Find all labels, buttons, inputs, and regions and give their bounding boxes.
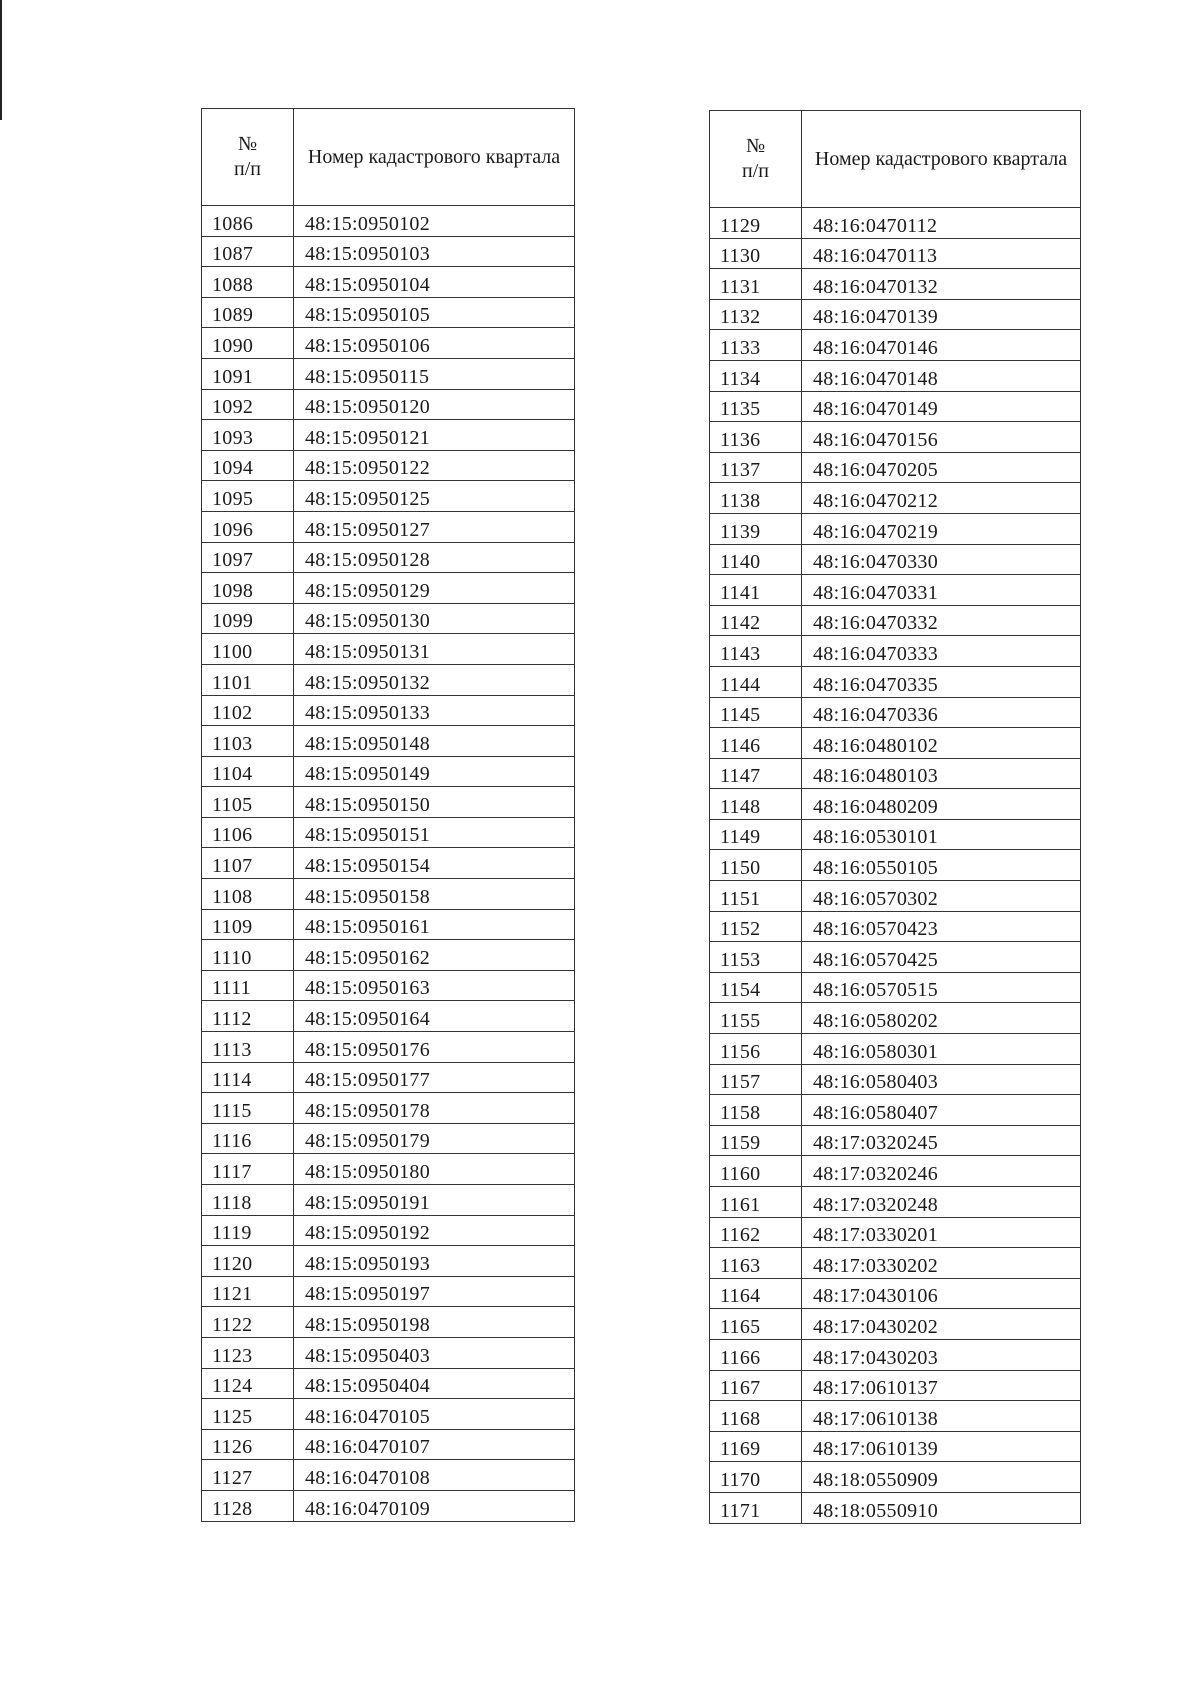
cadastral-quarter-number: 48:15:0950198 xyxy=(294,1307,575,1338)
table-row xyxy=(710,758,1081,789)
cadastral-quarter-number: 48:17:0610137 xyxy=(802,1370,1081,1401)
cadastral-quarter-number: 48:16:0470109 xyxy=(294,1490,575,1521)
table-row xyxy=(202,358,575,389)
cadastral-quarter-number: 48:15:0950125 xyxy=(294,481,575,512)
row-number: 1096 xyxy=(202,511,294,542)
cadastral-quarter-number: 48:16:0470219 xyxy=(802,513,1081,544)
table-row xyxy=(710,972,1081,1003)
row-number: 1091 xyxy=(202,358,294,389)
table-header-row xyxy=(202,109,575,206)
column-header-quarter-label: Номер кадастрового квартала xyxy=(307,145,561,168)
cadastral-quarter-number: 48:16:0470335 xyxy=(802,666,1081,697)
cadastral-quarter-number: 48:16:0470105 xyxy=(294,1399,575,1430)
row-number: 1139 xyxy=(710,513,802,544)
cadastral-quarter-number: 48:16:0470108 xyxy=(294,1460,575,1491)
row-number: 1143 xyxy=(710,636,802,667)
table-row xyxy=(710,1309,1081,1340)
cadastral-quarter-number: 48:15:0950106 xyxy=(294,328,575,359)
table-row xyxy=(710,1217,1081,1248)
table-row xyxy=(202,1215,575,1246)
row-number: 1132 xyxy=(710,299,802,330)
table-row xyxy=(202,787,575,818)
table-row xyxy=(202,1246,575,1277)
row-number: 1155 xyxy=(710,1003,802,1034)
cadastral-quarter-number: 48:15:0950128 xyxy=(294,542,575,573)
table-row xyxy=(710,1248,1081,1279)
row-number: 1158 xyxy=(710,1095,802,1126)
row-number: 1146 xyxy=(710,728,802,759)
row-number: 1097 xyxy=(202,542,294,573)
table-row xyxy=(710,697,1081,728)
row-number: 1124 xyxy=(202,1368,294,1399)
table-row xyxy=(202,420,575,451)
cadastral-quarter-number: 48:15:0950129 xyxy=(294,573,575,604)
row-number: 1171 xyxy=(710,1492,802,1523)
cadastral-quarter-number: 48:15:0950163 xyxy=(294,970,575,1001)
column-header-number-label: № п/п xyxy=(742,135,769,182)
cadastral-quarter-number: 48:15:0950104 xyxy=(294,267,575,298)
table-row xyxy=(202,1276,575,1307)
cadastral-quarter-number: 48:16:0580407 xyxy=(802,1095,1081,1126)
cadastral-quarter-number: 48:16:0530101 xyxy=(802,819,1081,850)
row-number: 1098 xyxy=(202,573,294,604)
cadastral-quarter-number: 48:15:0950180 xyxy=(294,1154,575,1185)
row-number: 1108 xyxy=(202,879,294,910)
row-number: 1134 xyxy=(710,360,802,391)
table-row xyxy=(710,1278,1081,1309)
row-number: 1150 xyxy=(710,850,802,881)
row-number: 1166 xyxy=(710,1339,802,1370)
cadastral-quarter-number: 48:15:0950154 xyxy=(294,848,575,879)
cadastral-quarter-number: 48:15:0950151 xyxy=(294,817,575,848)
row-number: 1128 xyxy=(202,1490,294,1521)
row-number: 1114 xyxy=(202,1062,294,1093)
cadastral-quarter-number: 48:17:0430106 xyxy=(802,1278,1081,1309)
cadastral-quarter-number: 48:15:0950131 xyxy=(294,634,575,665)
cadastral-quarter-number: 48:17:0430203 xyxy=(802,1339,1081,1370)
row-number: 1107 xyxy=(202,848,294,879)
cadastral-quarter-number: 48:16:0580403 xyxy=(802,1064,1081,1095)
row-number: 1167 xyxy=(710,1370,802,1401)
table-row xyxy=(710,208,1081,239)
cadastral-quarter-number: 48:16:0470113 xyxy=(802,238,1081,269)
column-header-number xyxy=(202,109,294,206)
table-row xyxy=(202,236,575,267)
cadastral-quarter-number: 48:15:0950121 xyxy=(294,420,575,451)
table-row xyxy=(202,267,575,298)
table-row xyxy=(202,1429,575,1460)
row-number: 1157 xyxy=(710,1064,802,1095)
row-number: 1140 xyxy=(710,544,802,575)
row-number: 1148 xyxy=(710,789,802,820)
cadastral-quarter-number: 48:16:0580301 xyxy=(802,1034,1081,1065)
table-row xyxy=(202,511,575,542)
table-row xyxy=(710,819,1081,850)
table-row xyxy=(202,1032,575,1063)
cadastral-quarter-number: 48:16:0570302 xyxy=(802,881,1081,912)
row-number: 1151 xyxy=(710,881,802,912)
cadastral-quarter-number: 48:18:0550910 xyxy=(802,1492,1081,1523)
cadastral-quarter-number: 48:15:0950150 xyxy=(294,787,575,818)
row-number: 1170 xyxy=(710,1462,802,1493)
table-row xyxy=(710,728,1081,759)
row-number: 1117 xyxy=(202,1154,294,1185)
cadastral-quarter-number: 48:16:0470149 xyxy=(802,391,1081,422)
cadastral-quarter-number: 48:15:0950127 xyxy=(294,511,575,542)
row-number: 1127 xyxy=(202,1460,294,1491)
table-row xyxy=(202,1185,575,1216)
row-number: 1110 xyxy=(202,940,294,971)
cadastral-quarter-number: 48:15:0950192 xyxy=(294,1215,575,1246)
row-number: 1137 xyxy=(710,452,802,483)
table-row xyxy=(710,881,1081,912)
row-number: 1101 xyxy=(202,664,294,695)
table-row xyxy=(710,299,1081,330)
table-row xyxy=(202,1154,575,1185)
table-row xyxy=(202,1368,575,1399)
row-number: 1159 xyxy=(710,1125,802,1156)
row-number: 1095 xyxy=(202,481,294,512)
row-number: 1116 xyxy=(202,1123,294,1154)
row-number: 1130 xyxy=(710,238,802,269)
table-row xyxy=(202,573,575,604)
cadastral-quarter-number: 48:16:0470139 xyxy=(802,299,1081,330)
cadastral-quarter-number: 48:16:0470148 xyxy=(802,360,1081,391)
table-row xyxy=(710,483,1081,514)
cadastral-quarter-number: 48:16:0470331 xyxy=(802,575,1081,606)
table-row xyxy=(710,666,1081,697)
table-row xyxy=(710,1431,1081,1462)
row-number: 1165 xyxy=(710,1309,802,1340)
row-number: 1106 xyxy=(202,817,294,848)
table-row xyxy=(202,481,575,512)
table-row xyxy=(202,879,575,910)
row-number: 1093 xyxy=(202,420,294,451)
cadastral-quarter-number: 48:15:0950158 xyxy=(294,879,575,910)
cadastral-quarter-number: 48:15:0950197 xyxy=(294,1276,575,1307)
cadastral-quarter-number: 48:16:0570423 xyxy=(802,911,1081,942)
table-row xyxy=(202,297,575,328)
row-number: 1163 xyxy=(710,1248,802,1279)
column-header-quarter xyxy=(802,111,1081,208)
cadastral-quarter-number: 48:15:0950103 xyxy=(294,236,575,267)
row-number: 1119 xyxy=(202,1215,294,1246)
table-row xyxy=(202,664,575,695)
row-number: 1086 xyxy=(202,206,294,237)
row-number: 1152 xyxy=(710,911,802,942)
row-number: 1115 xyxy=(202,1093,294,1124)
table-row xyxy=(202,848,575,879)
cadastral-quarter-number: 48:18:0550909 xyxy=(802,1462,1081,1493)
cadastral-quarter-number: 48:15:0950164 xyxy=(294,1001,575,1032)
row-number: 1161 xyxy=(710,1187,802,1218)
table-row xyxy=(202,817,575,848)
table-row xyxy=(710,1156,1081,1187)
row-number: 1135 xyxy=(710,391,802,422)
table-row xyxy=(202,1093,575,1124)
table-row xyxy=(710,544,1081,575)
table-row xyxy=(202,389,575,420)
row-number: 1129 xyxy=(710,208,802,239)
column-header-number xyxy=(710,111,802,208)
table-row xyxy=(202,940,575,971)
cadastral-quarter-number: 48:16:0550105 xyxy=(802,850,1081,881)
cadastral-quarter-number: 48:17:0320245 xyxy=(802,1125,1081,1156)
table-row xyxy=(710,360,1081,391)
page-margin-line xyxy=(0,0,2,120)
table-row xyxy=(202,1490,575,1521)
table-row xyxy=(202,1123,575,1154)
table-row xyxy=(202,1062,575,1093)
cadastral-quarter-number: 48:15:0950132 xyxy=(294,664,575,695)
cadastral-quarter-number: 48:15:0950130 xyxy=(294,603,575,634)
cadastral-quarter-number: 48:16:0470132 xyxy=(802,269,1081,300)
cadastral-quarter-number: 48:15:0950178 xyxy=(294,1093,575,1124)
table-row xyxy=(202,970,575,1001)
cadastral-table-right xyxy=(709,110,1081,1524)
row-number: 1090 xyxy=(202,328,294,359)
cadastral-quarter-number: 48:16:0470332 xyxy=(802,605,1081,636)
table-row xyxy=(202,695,575,726)
cadastral-quarter-number: 48:15:0950120 xyxy=(294,389,575,420)
cadastral-table-left xyxy=(201,108,575,1522)
row-number: 1138 xyxy=(710,483,802,514)
row-number: 1147 xyxy=(710,758,802,789)
cadastral-quarter-number: 48:15:0950133 xyxy=(294,695,575,726)
table-row xyxy=(710,1034,1081,1065)
table-row xyxy=(710,1492,1081,1523)
table-row xyxy=(710,422,1081,453)
cadastral-quarter-number: 48:17:0430202 xyxy=(802,1309,1081,1340)
table-row xyxy=(710,330,1081,361)
table-row xyxy=(710,911,1081,942)
cadastral-quarter-number: 48:16:0470107 xyxy=(294,1429,575,1460)
cadastral-quarter-number: 48:16:0470333 xyxy=(802,636,1081,667)
row-number: 1109 xyxy=(202,909,294,940)
cadastral-quarter-number: 48:15:0950149 xyxy=(294,756,575,787)
table-row xyxy=(202,1001,575,1032)
cadastral-quarter-number: 48:16:0470336 xyxy=(802,697,1081,728)
row-number: 1160 xyxy=(710,1156,802,1187)
cadastral-quarter-number: 48:15:0950191 xyxy=(294,1185,575,1216)
cadastral-quarter-number: 48:16:0570515 xyxy=(802,972,1081,1003)
cadastral-quarter-number: 48:16:0470146 xyxy=(802,330,1081,361)
row-number: 1121 xyxy=(202,1276,294,1307)
row-number: 1125 xyxy=(202,1399,294,1430)
row-number: 1112 xyxy=(202,1001,294,1032)
cadastral-quarter-number: 48:15:0950122 xyxy=(294,450,575,481)
table-row xyxy=(202,1307,575,1338)
table-row xyxy=(710,636,1081,667)
row-number: 1089 xyxy=(202,297,294,328)
cadastral-quarter-number: 48:16:0480102 xyxy=(802,728,1081,759)
table-row xyxy=(710,452,1081,483)
row-number: 1120 xyxy=(202,1246,294,1277)
row-number: 1094 xyxy=(202,450,294,481)
row-number: 1164 xyxy=(710,1278,802,1309)
table-body-left xyxy=(202,206,575,1522)
cadastral-quarter-number: 48:16:0470205 xyxy=(802,452,1081,483)
table-row xyxy=(710,850,1081,881)
cadastral-quarter-number: 48:15:0950115 xyxy=(294,358,575,389)
row-number: 1162 xyxy=(710,1217,802,1248)
cadastral-quarter-number: 48:15:0950177 xyxy=(294,1062,575,1093)
table-row xyxy=(202,756,575,787)
row-number: 1105 xyxy=(202,787,294,818)
row-number: 1113 xyxy=(202,1032,294,1063)
row-number: 1144 xyxy=(710,666,802,697)
table-row xyxy=(202,909,575,940)
cadastral-quarter-number: 48:16:0480103 xyxy=(802,758,1081,789)
row-number: 1154 xyxy=(710,972,802,1003)
table-row xyxy=(710,1187,1081,1218)
column-header-number-label: № п/п xyxy=(234,133,261,180)
table-row xyxy=(710,238,1081,269)
row-number: 1118 xyxy=(202,1185,294,1216)
cadastral-quarter-number: 48:16:0580202 xyxy=(802,1003,1081,1034)
cadastral-quarter-number: 48:17:0330202 xyxy=(802,1248,1081,1279)
row-number: 1169 xyxy=(710,1431,802,1462)
table-row xyxy=(710,1401,1081,1432)
cadastral-quarter-number: 48:15:0950162 xyxy=(294,940,575,971)
row-number: 1141 xyxy=(710,575,802,606)
row-number: 1156 xyxy=(710,1034,802,1065)
table-row xyxy=(710,1095,1081,1126)
row-number: 1131 xyxy=(710,269,802,300)
cadastral-quarter-number: 48:15:0950148 xyxy=(294,726,575,757)
cadastral-quarter-number: 48:17:0330201 xyxy=(802,1217,1081,1248)
table-row xyxy=(202,603,575,634)
table-row xyxy=(202,542,575,573)
table-row xyxy=(710,1339,1081,1370)
cadastral-quarter-number: 48:15:0950102 xyxy=(294,206,575,237)
row-number: 1133 xyxy=(710,330,802,361)
table-row xyxy=(710,789,1081,820)
row-number: 1087 xyxy=(202,236,294,267)
row-number: 1111 xyxy=(202,970,294,1001)
table-row xyxy=(202,726,575,757)
row-number: 1123 xyxy=(202,1337,294,1368)
cadastral-quarter-number: 48:16:0470212 xyxy=(802,483,1081,514)
cadastral-quarter-number: 48:15:0950105 xyxy=(294,297,575,328)
cadastral-quarter-number: 48:15:0950161 xyxy=(294,909,575,940)
table-row xyxy=(202,328,575,359)
table-row xyxy=(710,942,1081,973)
cadastral-quarter-number: 48:17:0610139 xyxy=(802,1431,1081,1462)
column-header-quarter xyxy=(294,109,575,206)
cadastral-quarter-number: 48:16:0570425 xyxy=(802,942,1081,973)
row-number: 1122 xyxy=(202,1307,294,1338)
cadastral-quarter-number: 48:16:0470330 xyxy=(802,544,1081,575)
table-row xyxy=(202,1460,575,1491)
cadastral-quarter-number: 48:15:0950176 xyxy=(294,1032,575,1063)
cadastral-quarter-number: 48:15:0950403 xyxy=(294,1337,575,1368)
row-number: 1099 xyxy=(202,603,294,634)
table-row xyxy=(710,1064,1081,1095)
cadastral-quarter-number: 48:17:0610138 xyxy=(802,1401,1081,1432)
table-row xyxy=(710,513,1081,544)
table-row xyxy=(202,634,575,665)
table-row xyxy=(202,206,575,237)
column-header-quarter-label: Номер кадастрового квартала xyxy=(814,147,1068,170)
cadastral-quarter-number: 48:15:0950179 xyxy=(294,1123,575,1154)
row-number: 1136 xyxy=(710,422,802,453)
row-number: 1145 xyxy=(710,697,802,728)
cadastral-quarter-number: 48:16:0480209 xyxy=(802,789,1081,820)
table-row xyxy=(710,1125,1081,1156)
row-number: 1168 xyxy=(710,1401,802,1432)
table-body-right xyxy=(710,208,1081,1524)
row-number: 1102 xyxy=(202,695,294,726)
table-row xyxy=(202,1337,575,1368)
table-row xyxy=(710,1462,1081,1493)
cadastral-quarter-number: 48:17:0320248 xyxy=(802,1187,1081,1218)
row-number: 1142 xyxy=(710,605,802,636)
cadastral-quarter-number: 48:15:0950404 xyxy=(294,1368,575,1399)
table-row xyxy=(710,391,1081,422)
cadastral-quarter-number: 48:16:0470156 xyxy=(802,422,1081,453)
table-header-row xyxy=(710,111,1081,208)
row-number: 1088 xyxy=(202,267,294,298)
cadastral-quarter-number: 48:17:0320246 xyxy=(802,1156,1081,1187)
row-number: 1100 xyxy=(202,634,294,665)
table-row xyxy=(710,605,1081,636)
row-number: 1104 xyxy=(202,756,294,787)
cadastral-quarter-number: 48:15:0950193 xyxy=(294,1246,575,1277)
row-number: 1126 xyxy=(202,1429,294,1460)
table-row xyxy=(710,269,1081,300)
table-row xyxy=(202,1399,575,1430)
table-row xyxy=(202,450,575,481)
table-row xyxy=(710,575,1081,606)
row-number: 1153 xyxy=(710,942,802,973)
table-row xyxy=(710,1370,1081,1401)
row-number: 1149 xyxy=(710,819,802,850)
row-number: 1092 xyxy=(202,389,294,420)
row-number: 1103 xyxy=(202,726,294,757)
cadastral-quarter-number: 48:16:0470112 xyxy=(802,208,1081,239)
table-row xyxy=(710,1003,1081,1034)
